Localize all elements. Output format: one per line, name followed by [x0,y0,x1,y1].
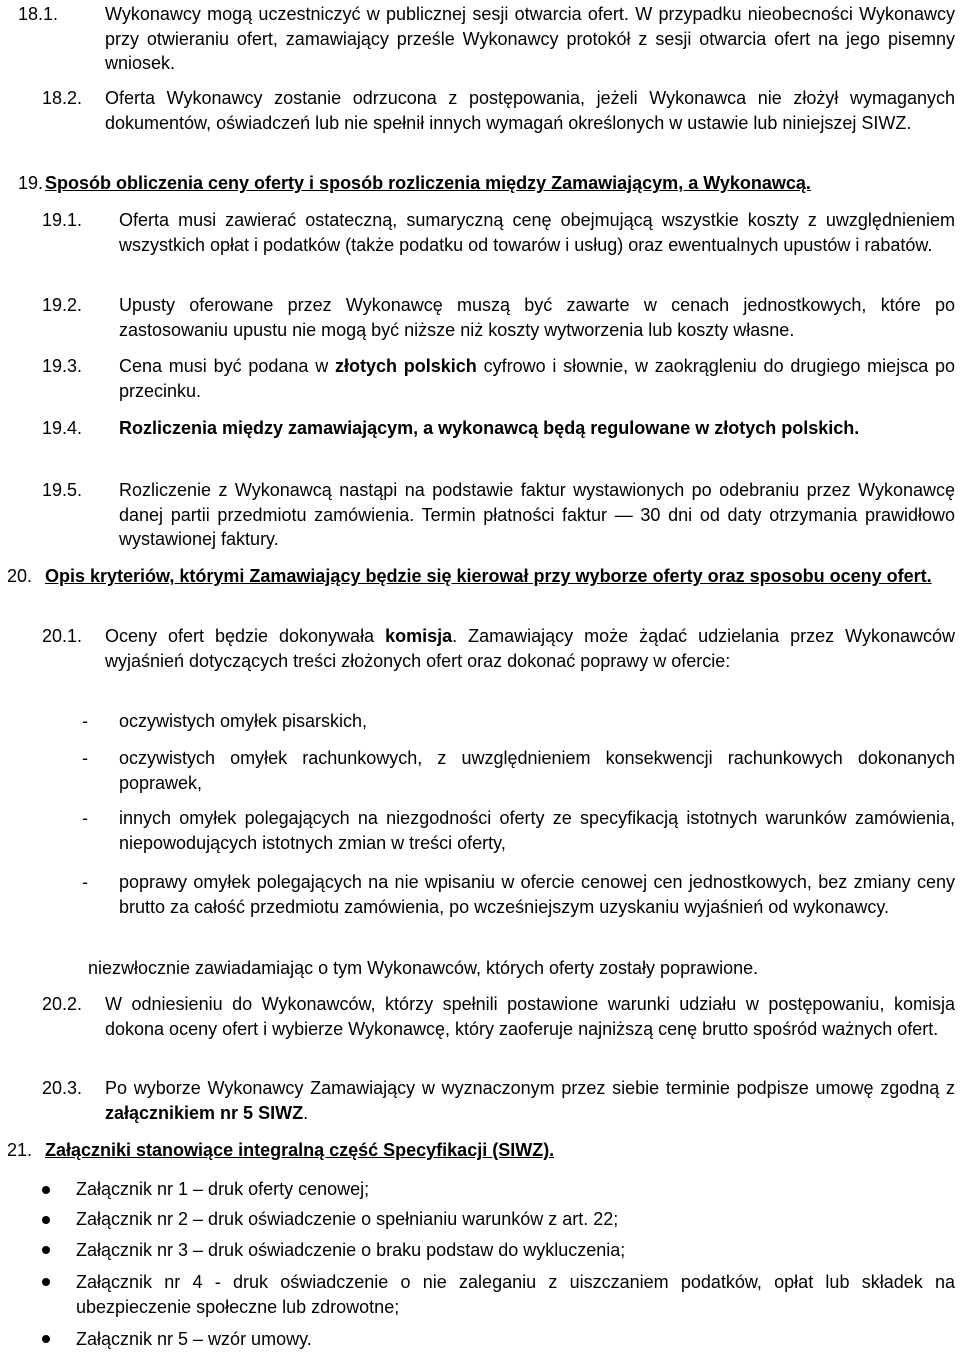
section-20-1 [42,624,955,673]
section-19-1 [42,208,955,257]
section-20-3 [42,1076,955,1125]
list-item-text: oczywistych omyłek pisarskich, [119,711,368,731]
bullet-icon [42,1246,50,1254]
attachment-text: Załącznik nr 1 – druk oferty cenowej; [76,1179,370,1199]
attachment-item [76,1238,955,1263]
section-20-2 [42,992,955,1041]
dash-list-item [82,870,955,919]
emphasis: załącznikiem nr 5 SIWZ [105,1102,304,1123]
section-title: Załączniki stanowiące integralną część Specyfikacji (SIWZ). [45,1140,555,1160]
section-number: 20.3. [42,1078,83,1098]
dash-list-item [82,709,955,734]
attachment-item [76,1327,955,1352]
dash-marker: - [82,748,88,768]
section-text: Oceny ofert będzie dokonywała komisja. Zamawiający może żądać udzielania przez Wykonawców wyjaśnień dotyczących treści złożonych ofert oraz dokonać poprawy w ofercie: [105,626,955,671]
section-18-1 [18,2,955,76]
bullet-icon [42,1186,50,1194]
dash-marker: - [82,808,88,828]
bullet-icon [42,1278,50,1286]
bullet-icon [42,1216,50,1224]
section-number: 21. [7,1140,33,1160]
attachment-item [76,1207,955,1232]
attachment-text: Załącznik nr 5 – wzór umowy. [76,1329,312,1349]
dash-marker: - [82,711,88,731]
attachment-text: Załącznik nr 3 – druk oświadczenie o braku podstaw do wykluczenia; [76,1240,626,1260]
section-text: Upusty oferowane przez Wykonawcę muszą być zawarte w cenach jednostkowych, które po zastosowaniu upustu nie mogą być niższe niż koszty wytworzenia lub koszty własne. [119,295,955,340]
section-number: 19.5. [42,480,83,500]
emphasis: komisja [385,626,453,646]
dash-list-closing-text: niezwłocznie zawiadamiając o tym Wykonawców, których oferty zostały poprawione. [88,958,759,978]
section-text: Po wyborze Wykonawcy Zamawiający w wyznaczonym przez siebie terminie podpisze umowę zgodną z załącznikiem nr 5 SIWZ. [105,1078,955,1123]
section-number: 19.4. [42,418,83,438]
section-number: 19.2. [42,295,83,315]
section-number: 19. [18,173,44,193]
section-text: Oferta Wykonawcy zostanie odrzucona z postępowania, jeżeli Wykonawca nie złożył wymaganych dokumentów, oświadczeń lub nie spełnił innych wymagań określonych w ustawie lub niniejszej SIWZ. [105,88,955,133]
attachment-text: Załącznik nr 2 – druk oświadczenie o spełnianiu warunków z art. 22; [76,1209,619,1229]
section-text: Rozliczenia między zamawiającym, a wykonawcą będą regulowane w złotych polskich. [119,418,860,438]
section-19-4 [42,416,955,441]
dash-list-item [82,746,955,795]
section-number: 20.2. [42,994,83,1014]
attachment-text: Załącznik nr 4 - druk oświadczenie o nie zaleganiu z uiszczaniem podatków, opłat lub składek na ubezpieczenie społeczne lub zdrowotne; [76,1272,955,1317]
section-number: 19.1. [42,210,83,230]
section-text: Cena musi być podana w złotych polskich cyfrowo i słownie, w zaokrągleniu do drugiego miejsca po przecinku. [119,356,955,401]
list-item-text: poprawy omyłek polegających na nie wpisaniu w ofercie cenowej cen jednostkowych, bez zmiany ceny brutto za całość przedmiotu zamówienia, po wcześniejszym uzyskaniu wyjaśnień od wykonawcy. [119,872,955,917]
section-number: 18.2. [42,88,83,108]
section-text: W odniesieniu do Wykonawców, którzy spełnili postawione warunki udziału w postępowaniu, komisja dokona oceny ofert i wybierze Wykonawcę, który zaoferuje najniższą cenę brutto spośród ważnych ofert. [105,994,955,1039]
section-number: 20. [7,566,33,586]
section-number: 19.3. [42,356,83,376]
attachment-item [76,1270,955,1319]
attachment-item [76,1177,955,1202]
section-text: Wykonawcy mogą uczestniczyć w publicznej sesji otwarcia ofert. W przypadku nieobecności Wykonawcy przy otwieraniu ofert, zamawiający prześle Wykonawcy protokół z sesji otwarcia ofert na jego pisemny wniosek. [105,4,955,73]
section-number: 20.1. [42,626,83,646]
section-title: Opis kryteriów, którymi Zamawiający będzie się kierował przy wyborze oferty oraz sposobu oceny ofert. [45,566,932,586]
section-text: Rozliczenie z Wykonawcą nastąpi na podstawie faktur wystawionych po odebraniu przez Wykonawcę danej partii przedmiotu zamówienia. Termin płatności faktur — 30 dni od daty otrzymania prawidłowo wystawionej faktury. [119,480,955,549]
section-number: 18.1. [18,4,59,24]
section-19-heading [18,171,955,196]
section-18-2 [42,86,955,135]
section-21-heading [7,1138,955,1163]
section-title: Sposób obliczenia ceny oferty i sposób rozliczenia między Zamawiającym, a Wykonawcą. [45,173,811,193]
dash-list-item [82,806,955,855]
section-20-heading [7,564,955,589]
section-19-5 [42,478,955,552]
dash-marker: - [82,872,88,892]
bullet-icon [42,1335,50,1343]
section-19-3 [42,354,955,403]
section-19-2 [42,293,955,342]
list-item-text: innych omyłek polegających na niezgodności oferty ze specyfikacją istotnych warunków zamówienia, niepowodujących istotnych zmian w treści oferty, [119,808,955,853]
list-item-text: oczywistych omyłek rachunkowych, z uwzględnieniem konsekwencji rachunkowych dokonanych poprawek, [119,748,955,793]
emphasis: złotych polskich [334,356,477,376]
section-text: Oferta musi zawierać ostateczną, sumaryczną cenę obejmującą wszystkie koszty z uwzględnieniem wszystkich opłat i podatków (także podatku od towarów i usług) oraz ewentualnych upustów i rabatów. [119,210,955,255]
